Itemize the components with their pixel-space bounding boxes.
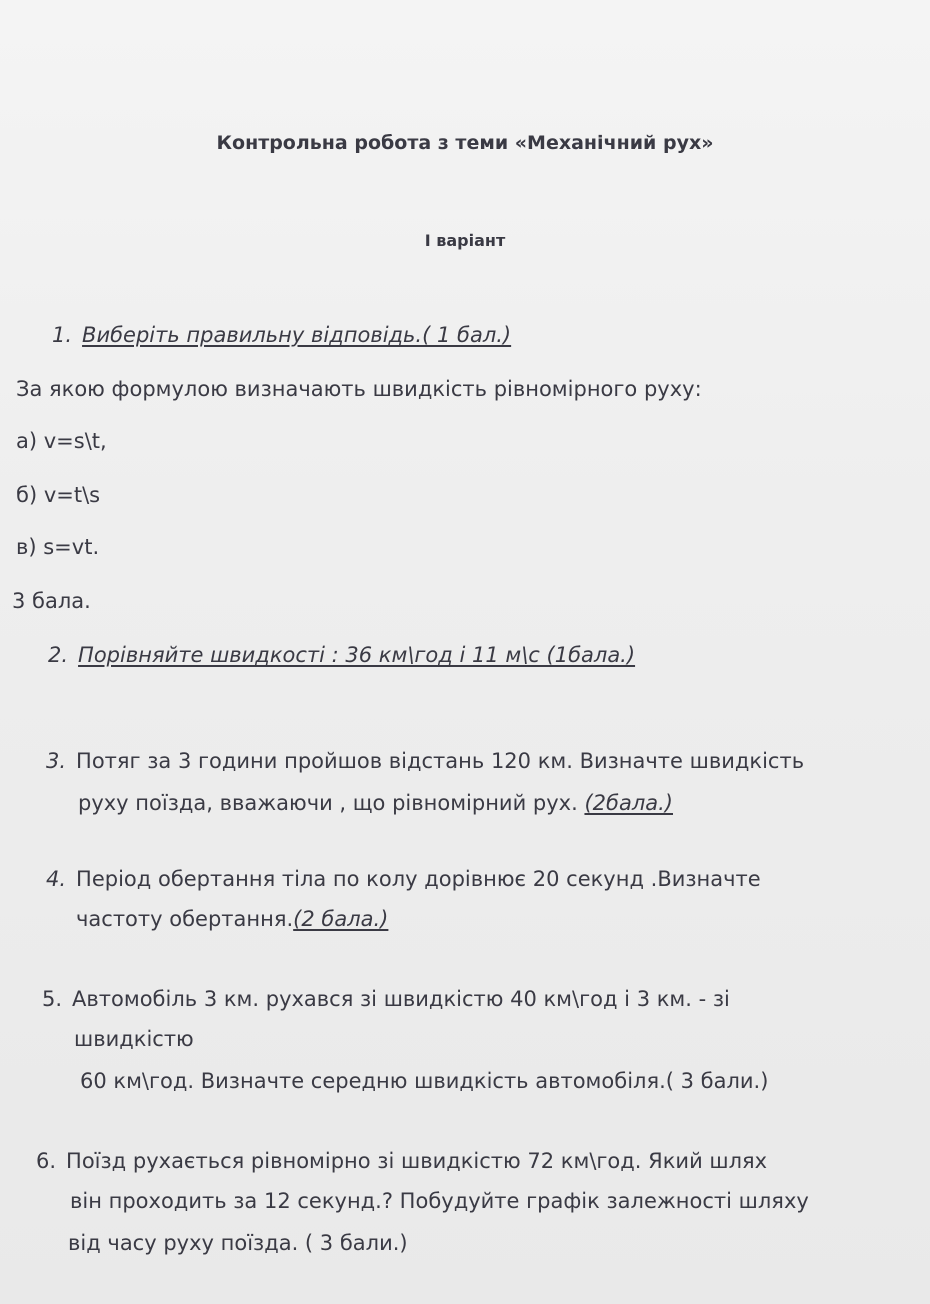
q3-number: 3. [46,749,67,773]
q6-line1 [36,1146,767,1176]
q6-text-line1: Поїзд рухається рівномірно зі швидкістю 72 км\год. Який шлях [66,1149,768,1173]
q2-number: 2. [48,643,69,667]
q1-heading: Виберіть правильну відповідь.( 1 бал.) [82,323,512,347]
q3-text-line1: Потяг за 3 години пройшов відстань 120 км. Визначте швидкість [76,749,805,773]
q6-line3: від часу руху поїзда. ( 3 бали.) [68,1231,408,1255]
q3-line1 [46,746,804,776]
q4-text-line1: Період обертання тіла по колу дорівнює 20 секунд .Визначте [76,867,761,891]
variant-label: І варіант [424,231,506,250]
q1-heading-line [52,320,511,350]
q1-option-b: б) v=t\s [16,483,101,507]
q3-points: (2бала.) [584,791,673,815]
q6-line2: він проходить за 12 секунд.? Побудуйте графік залежності шляху [70,1189,809,1213]
q6-number: 6. [36,1149,57,1173]
q5-line3: 60 км\год. Визначте середню швидкість автомобіля.( 3 бали.) [80,1069,769,1093]
q2-text: Порівняйте швидкості : 36 км\год і 11 м\с (1бала.) [78,643,636,667]
q2-line [48,640,635,670]
q1-score-note: 3 бала. [12,589,91,613]
q5-number: 5. [42,987,63,1011]
q4-points: (2 бала.) [293,907,389,931]
q4-number: 4. [46,867,67,891]
q5-text-line1: Автомобіль 3 км. рухався зі швидкістю 40 км\год і 3 км. - зі [72,987,730,1011]
document-title: Контрольна робота з теми «Механічний рух» [216,132,714,154]
q1-question: За якою формулою визначають швидкість рівномірного руху: [16,377,702,401]
q1-option-a: а) v=s\t, [16,429,107,453]
q1-number: 1. [52,323,73,347]
q1-option-c: в) s=vt. [16,535,100,559]
q5-line1 [42,984,730,1014]
q3-line2 [78,788,673,818]
q4-line2 [76,904,388,934]
q3-text-line2: руху поїзда, вважаючи , що рівномірний рух. [78,791,578,815]
q5-line2: швидкістю [74,1027,194,1051]
q4-text-line2: частоту обертання. [76,907,294,931]
q4-line1 [46,864,761,894]
